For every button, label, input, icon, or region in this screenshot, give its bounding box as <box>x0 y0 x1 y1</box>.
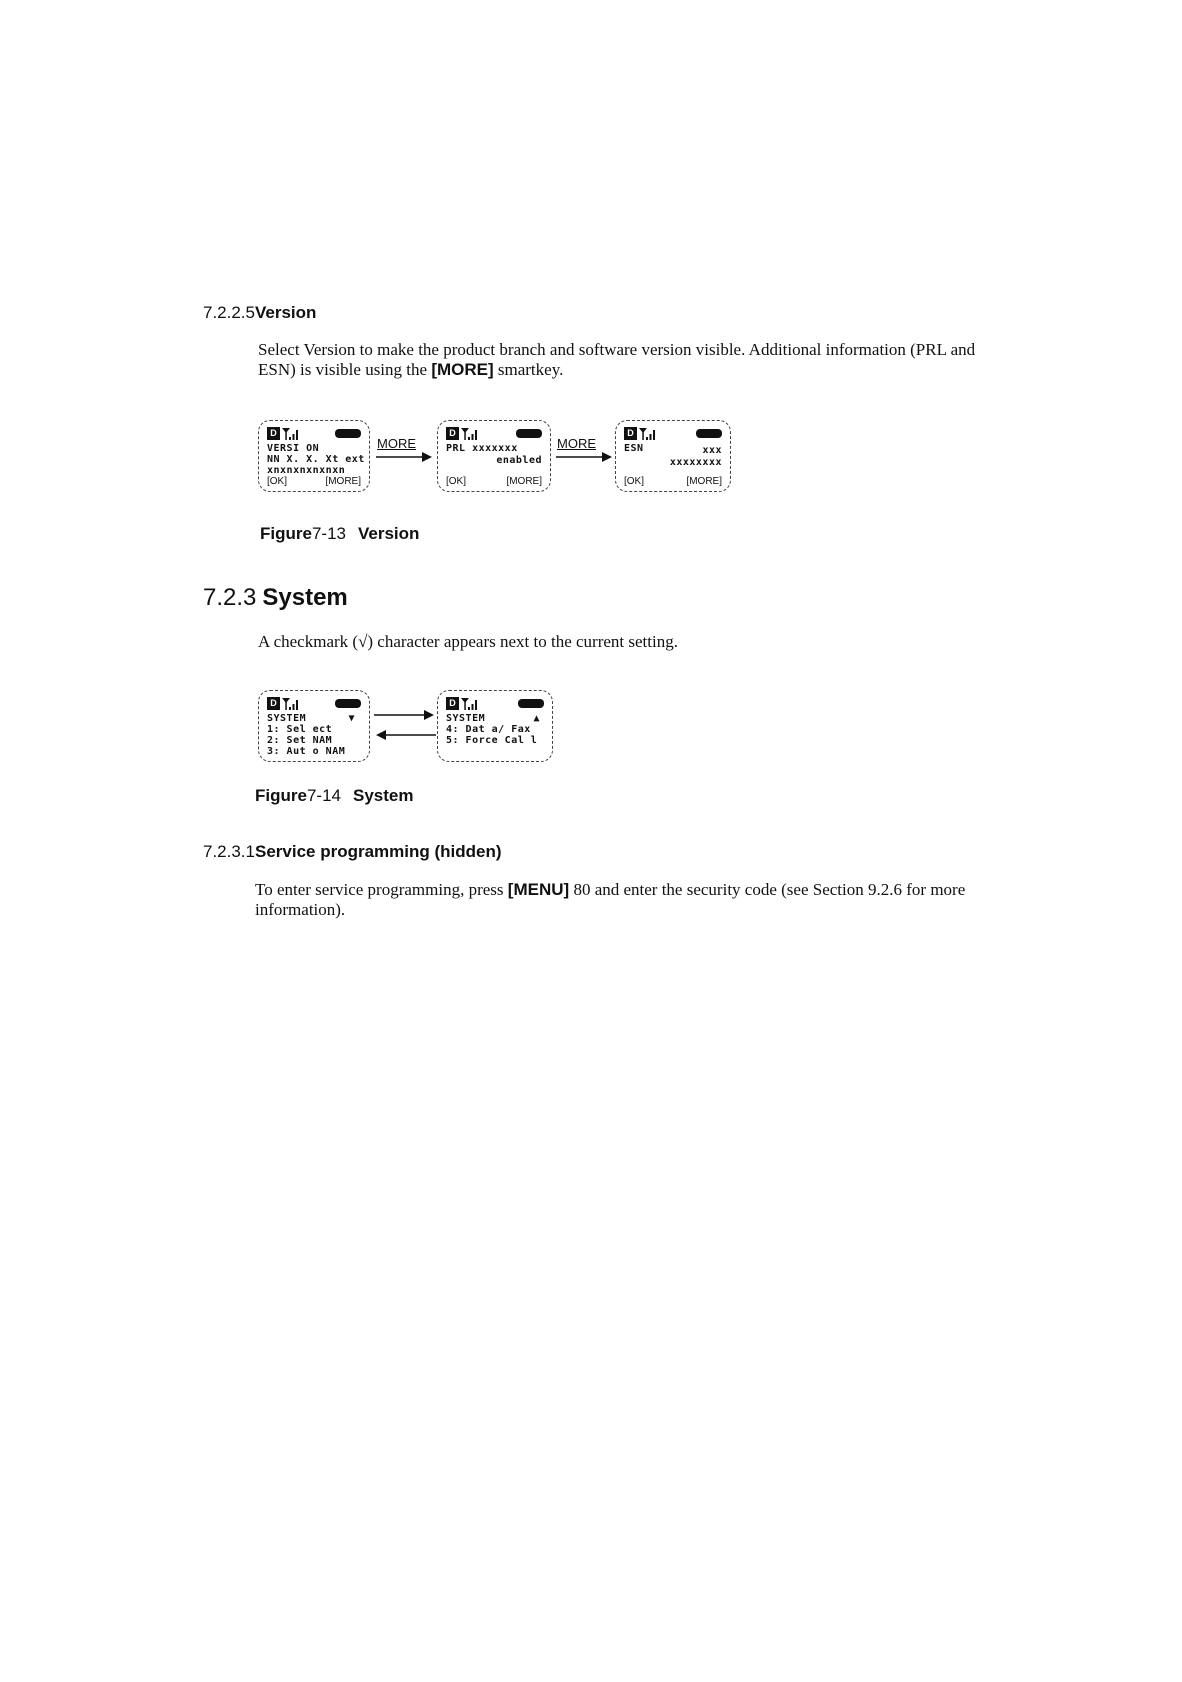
bidirectional-arrows-icon <box>372 706 438 746</box>
digital-mode-icon: D <box>624 427 637 440</box>
battery-icon <box>335 699 361 708</box>
section-heading-7231 <box>203 842 502 862</box>
menu-key-label: [MENU] <box>507 880 570 899</box>
signal-strength-icon <box>461 428 481 440</box>
menu-item: 4: Dat a/ Fax <box>446 724 531 735</box>
right-arrow-icon <box>554 451 614 463</box>
figure-label: Figure <box>260 524 312 543</box>
system-screen-1 <box>258 690 370 762</box>
signal-strength-icon <box>282 428 302 440</box>
paragraph-text: 80 and enter the security code (see Section 9.2.6 for more information). <box>255 880 966 919</box>
section-heading-723 <box>203 584 348 612</box>
system-paragraph: A checkmark (√) character appears next to the current setting. <box>258 632 678 651</box>
up-indicator-icon: ▲ <box>533 713 540 724</box>
menu-item: 3: Aut o NAM <box>267 746 346 757</box>
menu-item: 5: Force Cal l <box>446 735 538 746</box>
signal-strength-icon <box>461 698 481 710</box>
status-icons <box>446 427 542 441</box>
more-softkey: [MORE] <box>506 476 542 487</box>
section-title: Version <box>255 303 317 322</box>
signal-strength-icon <box>282 698 302 710</box>
screen-title: SYSTEM <box>267 713 307 724</box>
status-icons <box>446 697 544 711</box>
version-paragraph <box>258 340 998 380</box>
figure-7-14-caption <box>255 786 413 806</box>
battery-icon <box>335 429 361 438</box>
figure-7-13-caption <box>260 524 419 544</box>
version-screen-2 <box>437 420 551 492</box>
status-icons <box>267 427 361 441</box>
screen-line: xxx <box>702 445 722 456</box>
screen-line: xnxnxnxnxnxn <box>267 465 346 476</box>
figure-title: System <box>352 786 414 805</box>
right-arrow-icon <box>374 451 434 463</box>
section-number: 7.2.3 <box>203 584 257 611</box>
down-indicator-icon: ▼ <box>348 713 355 724</box>
paragraph-text: To enter service programming, press <box>255 880 508 899</box>
screen-line: VERSI ON <box>267 443 320 454</box>
version-screen-3 <box>615 420 731 492</box>
section-title: Service programming (hidden) <box>255 842 502 861</box>
section-title: System <box>262 584 348 611</box>
ok-softkey: [OK] <box>446 476 467 487</box>
screen-line: xxxxxxxx <box>669 457 722 468</box>
figure-title: Version <box>357 524 420 543</box>
section-number: 7.2.2.5 <box>203 303 255 322</box>
signal-strength-icon <box>639 428 659 440</box>
more-arrow-label: MORE <box>557 436 596 451</box>
digital-mode-icon: D <box>446 427 459 440</box>
digital-mode-icon: D <box>267 697 280 710</box>
service-paragraph <box>255 880 995 920</box>
ok-softkey: [OK] <box>624 476 645 487</box>
menu-item: 1: Sel ect <box>267 724 333 735</box>
more-softkey: [MORE] <box>686 476 722 487</box>
battery-icon <box>696 429 722 438</box>
section-number: 7.2.3.1 <box>203 842 255 861</box>
battery-icon <box>518 699 544 708</box>
screen-line: ESN <box>624 443 644 454</box>
paragraph-text: smartkey. <box>493 360 564 379</box>
ok-softkey: [OK] <box>267 476 288 487</box>
more-softkey: [MORE] <box>325 476 361 487</box>
screen-line: enabled <box>496 455 542 466</box>
figure-number: 7-13 <box>311 524 346 543</box>
screen-title: SYSTEM <box>446 713 486 724</box>
section-heading-7225 <box>203 303 316 323</box>
paragraph-text: Select Version to make the product branch and software version visible. Additional information (PRL and ESN) is visible using the <box>258 340 976 379</box>
version-screen-1 <box>258 420 370 492</box>
status-icons <box>624 427 722 441</box>
digital-mode-icon: D <box>267 427 280 440</box>
battery-icon <box>516 429 542 438</box>
figure-label: Figure <box>255 786 307 805</box>
figure-number: 7-14 <box>306 786 341 805</box>
screen-line: PRL xxxxxxx <box>446 443 518 454</box>
status-icons <box>267 697 361 711</box>
system-screen-2 <box>437 690 553 762</box>
digital-mode-icon: D <box>446 697 459 710</box>
more-key-label: [MORE] <box>431 360 494 379</box>
more-arrow-label: MORE <box>377 436 416 451</box>
screen-line: NN X. X. Xt ext <box>267 454 365 465</box>
menu-item: 2: Set NAM <box>267 735 333 746</box>
